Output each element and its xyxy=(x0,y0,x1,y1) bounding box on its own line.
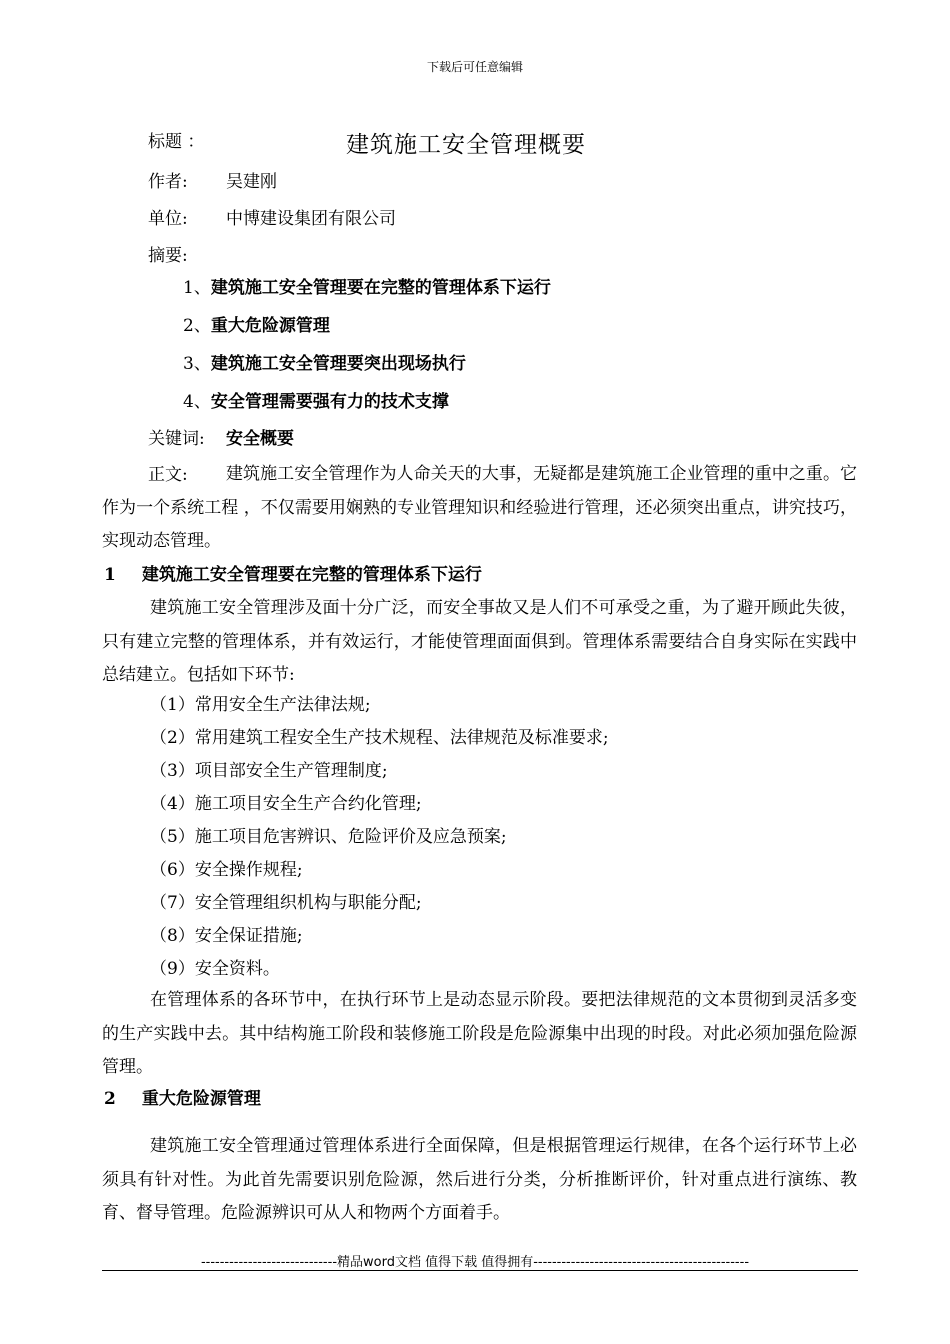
footer-text: -----------------------------精品word文档 值得下载 值得拥有---------------------------------------------- xyxy=(200,1255,750,1270)
abstract-label: 摘要: xyxy=(148,246,188,266)
section1-paragraph: 建筑施工安全管理涉及面十分广泛，而安全事故又是人们不可承受之重，为了避开顾此失彼，只有建立完整的管理体系，并有效运行，才能使管理面面俱到。管理体系需要结合自身实际在实践中总结建立。包括如下环节: xyxy=(102,598,857,685)
title-label: 标题 ： xyxy=(148,132,205,152)
page-title: 建筑施工安全管理概要 xyxy=(346,132,586,158)
abstract-item: 2、重大危险源管理 xyxy=(183,316,330,336)
abstract-item: 3、建筑施工安全管理要突出现场执行 xyxy=(183,354,466,374)
list-item: （1）常用安全生产法律法规; xyxy=(150,695,371,715)
list-item: （7）安全管理组织机构与职能分配; xyxy=(150,893,422,913)
intro-paragraph: 建筑施工安全管理作为人命关天的大事，无疑都是建筑施工企业管理的重中之重。它作为一个系统工程 ，不仅需要用娴熟的专业管理知识和经验进行管理，还必须突出重点，讲究技巧，实现动态管理。 xyxy=(102,464,857,551)
list-item: （4）施工项目安全生产合约化管理; xyxy=(150,794,422,814)
author-label: 作者: xyxy=(148,172,188,192)
section2-paragraph: 建筑施工安全管理通过管理体系进行全面保障，但是根据管理运行规律，在各个运行环节上必须具有针对性。为此首先需要识别危险源，然后进行分类，分析推断评价，针对重点进行演练、教育、督导管理。危险源辨识可从人和物两个方面着手。 xyxy=(102,1136,857,1223)
footer-divider xyxy=(102,1270,858,1271)
unit-label: 单位: xyxy=(148,209,188,229)
author-value: 吴建刚 xyxy=(226,172,277,192)
keywords-value: 安全概要 xyxy=(226,429,294,449)
section1-paragraph-2: 在管理体系的各环节中，在执行环节上是动态显示阶段。要把法律规范的文本贯彻到灵活多变的生产实践中去。其中结构施工阶段和装修施工阶段是危险源集中出现的时段。对此必须加强危险源管理。 xyxy=(102,990,857,1077)
list-item: （3）项目部安全生产管理制度; xyxy=(150,761,388,781)
list-item: （6）安全操作规程; xyxy=(150,860,303,880)
body-label: 正文: xyxy=(148,465,188,485)
list-item: （2）常用建筑工程安全生产技术规程、法律规范及标准要求; xyxy=(150,728,609,748)
header-note: 下载后可任意编辑 xyxy=(426,60,523,74)
abstract-item: 1、建筑施工安全管理要在完整的管理体系下运行 xyxy=(183,278,551,298)
section2-heading: 2 重大危险源管理 xyxy=(104,1089,261,1109)
list-item: （9）安全资料。 xyxy=(150,959,280,979)
list-item: （5）施工项目危害辨识、危险评价及应急预案; xyxy=(150,827,507,847)
list-item: （8）安全保证措施; xyxy=(150,926,303,946)
unit-value: 中博建设集团有限公司 xyxy=(226,209,396,229)
abstract-item: 4、安全管理需要强有力的技术支撑 xyxy=(183,392,449,412)
keywords-label: 关键词: xyxy=(148,429,205,449)
section1-heading: 1 建筑施工安全管理要在完整的管理体系下运行 xyxy=(104,565,482,585)
